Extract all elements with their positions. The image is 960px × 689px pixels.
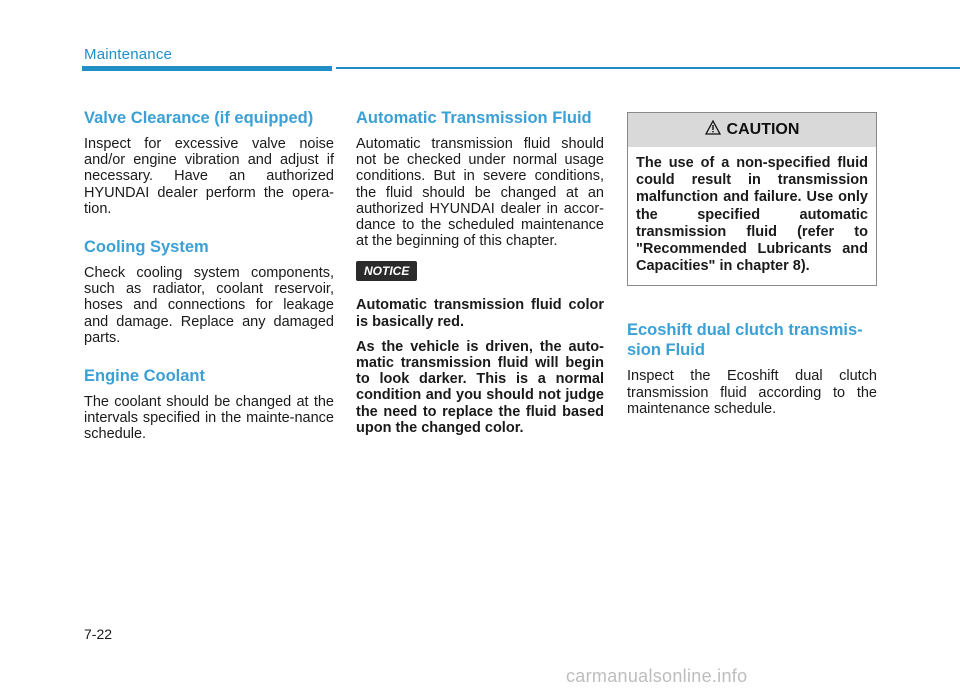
heading-cooling-system: Cooling System [84, 238, 209, 257]
heading-automatic-transmission-fluid: Automatic Transmission Fluid [356, 109, 592, 127]
page-number: 7-22 [84, 626, 113, 642]
caution-box [627, 112, 877, 286]
column-right [627, 108, 877, 437]
column-left [84, 108, 334, 463]
para-atf: Automatic transmission fluid should not be checked under normal usage conditions. But in severe conditions, the fluid should be changed at an authorized HYUNDAI dealer in accor-dance to the scheduled maintenance at the beginning of this chapter. [356, 136, 604, 250]
heading-engine-coolant: Engine Coolant [84, 367, 205, 386]
heading-ecoshift-fluid: Ecoshift dual clutch transmis-sion Fluid [627, 321, 863, 360]
header-rule-thick [82, 66, 332, 71]
para-ecoshift-fluid: Inspect the Ecoshift dual clutch transmission fluid according to the maintenance schedule. [627, 368, 877, 417]
caution-title: CAUTION [726, 121, 800, 138]
notice-text-color: Automatic transmission fluid color is basically red. [356, 297, 604, 330]
para-engine-coolant: The coolant should be changed at the intervals specified in the mainte-nance schedule. [84, 394, 334, 443]
caution-header [628, 113, 876, 147]
warning-triangle-icon [705, 120, 721, 140]
para-valve-clearance: Inspect for excessive valve noise and/or engine vibration and adjust if necessary. Have an authorized HYUNDAI dealer perform the opera-tion. [84, 136, 334, 217]
caution-text: The use of a non-specified fluid could result in transmission malfunction and failure. Use only the specified automatic transmission fluid (refer to "Recommended Lubricants and Capacities" in chapter 8). [636, 155, 868, 275]
column-middle [356, 108, 604, 445]
section-label: Maintenance [84, 46, 173, 63]
notice-badge: NOTICE [356, 261, 417, 281]
notice-text-darker: As the vehicle is driven, the auto-matic transmission fluid will begin to look darker. This is a normal condition and you should not judge the need to replace the fluid based upon the changed color. [356, 338, 604, 436]
para-cooling-system: Check cooling system components, such as radiator, coolant reservoir, hoses and connections for leakage and damage. Replace any damaged parts. [84, 265, 334, 346]
heading-valve-clearance: Valve Clearance (if equipped) [84, 109, 314, 127]
header-rule-thin [336, 67, 960, 69]
watermark: carmanualsonline.info [566, 666, 748, 686]
